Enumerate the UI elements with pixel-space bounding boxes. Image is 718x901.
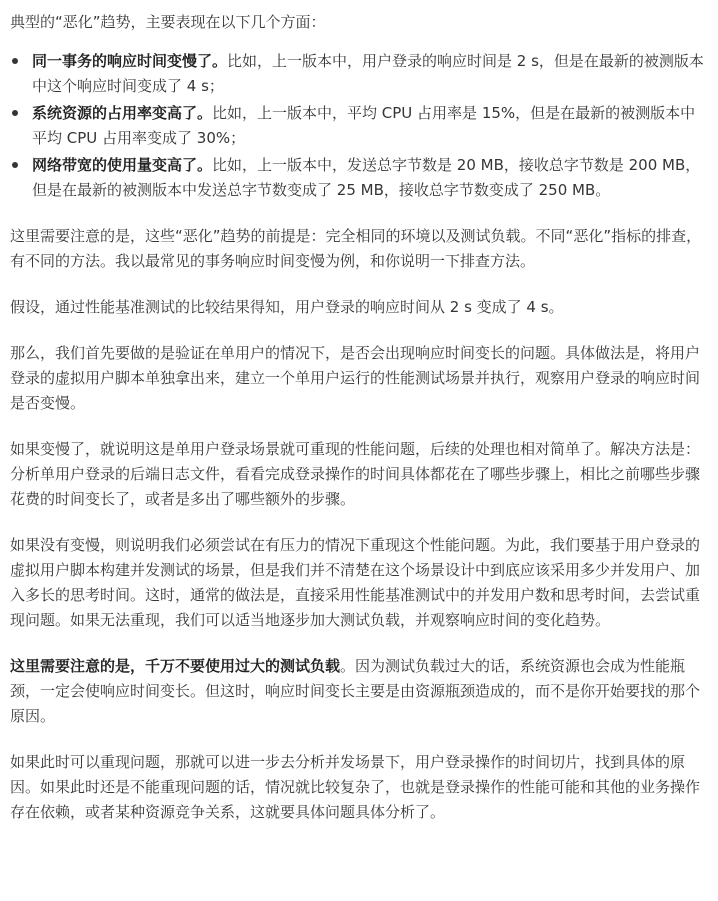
load-warning-strong: 这里需要注意的是，千万不要使用过大的测试负载 [10, 657, 341, 675]
paragraph-load-warning [10, 654, 706, 729]
paragraph-assumption: 假设，通过性能基准测试的比较结果得知，用户登录的响应时间从 2 s 变成了 4 s。 [10, 298, 564, 316]
trend-item-response-time [10, 49, 706, 99]
trend-title: 同一事务的响应时间变慢了。 [32, 52, 228, 70]
trend-item-resource-usage [10, 101, 706, 151]
paragraph-if-not-slower: 如果没有变慢，则说明我们必须尝试在有压力的情况下重现这个性能问题。为此，我们要基于用户登录的虚拟用户脚本构建并发测试的场景，但是我们并不清楚在这个场景设计中到底应该采用多少并发用户、加入多长的思考时间。这时，通常的做法是，直接采用性能基准测试中的并发用户数和思考时间，去尝试重现问题。如果无法重现，我们可以适当地逐步加大测试负载，并观察响应时间的变化趋势。 [10, 536, 701, 629]
trend-list [10, 49, 706, 203]
load-warning-text: 。因为测试负载过大的话，系统资源也会成为性能瓶颈，一定会使响应时间变长。但这时，响应时间变长主要是由资源瓶颈造成的，而不是你开始要找的那个原因。 [10, 657, 701, 725]
paragraph-precondition: 这里需要注意的是，这些“恶化”趋势的前提是：完全相同的环境以及测试负载。不同“恶化”指标的排查，有不同的方法。我以最常见的事务响应时间变慢为例，和你说明一下排查方法。 [10, 227, 702, 270]
paragraph-reproduce: 如果此时可以重现问题，那就可以进一步去分析并发场景下，用户登录操作的时间切片，找到具体的原因。如果此时还是不能重现问题的话，情况就比较复杂了，也就是登录操作的性能可能和其他的业务操作存在依赖，或者某种资源竞争关系，这就要具体问题具体分析了。 [10, 753, 701, 821]
trend-title: 网络带宽的使用量变高了。 [32, 156, 213, 174]
bullet-icon [12, 58, 18, 64]
bullet-icon [12, 162, 18, 168]
trend-text: 比如，上一版本中，平均 CPU 占用率是 15%，但是在最新的被测版本中平均 CPU 占用率变成了 30%； [32, 104, 696, 147]
trend-text: 比如，上一版本中，发送总字节数是 20 MB，接收总字节数是 200 MB，但是在最新的被测版本中发送总字节数变成了 25 MB，接收总字节数变成了 250 MB。 [32, 156, 701, 199]
bullet-icon [12, 110, 18, 116]
intro-paragraph: 典型的“恶化”趋势，主要表现在以下几个方面： [10, 13, 326, 31]
paragraph-single-user-check: 那么，我们首先要做的是验证在单用户的情况下，是否会出现响应时间变长的问题。具体做法是，将用户登录的虚拟用户脚本单独拿出来，建立一个单用户运行的性能测试场景并执行，观察用户登录的响应时间是否变慢。 [10, 344, 701, 412]
trend-title: 系统资源的占用率变高了。 [32, 104, 213, 122]
trend-text: 比如，上一版本中，用户登录的响应时间是 2 s，但是在最新的被测版本中这个响应时间变成了 4 s； [32, 52, 704, 95]
trend-item-bandwidth [10, 153, 706, 203]
paragraph-if-slower: 如果变慢了，就说明这是单用户登录场景就可重现的性能问题，后续的处理也相对简单了。解决方法是：分析单用户登录的后端日志文件，看看完成登录操作的时间具体都花在了哪些步骤上，相比之前哪些步骤花费的时间变长了，或者是多出了哪些额外的步骤。 [10, 440, 701, 508]
